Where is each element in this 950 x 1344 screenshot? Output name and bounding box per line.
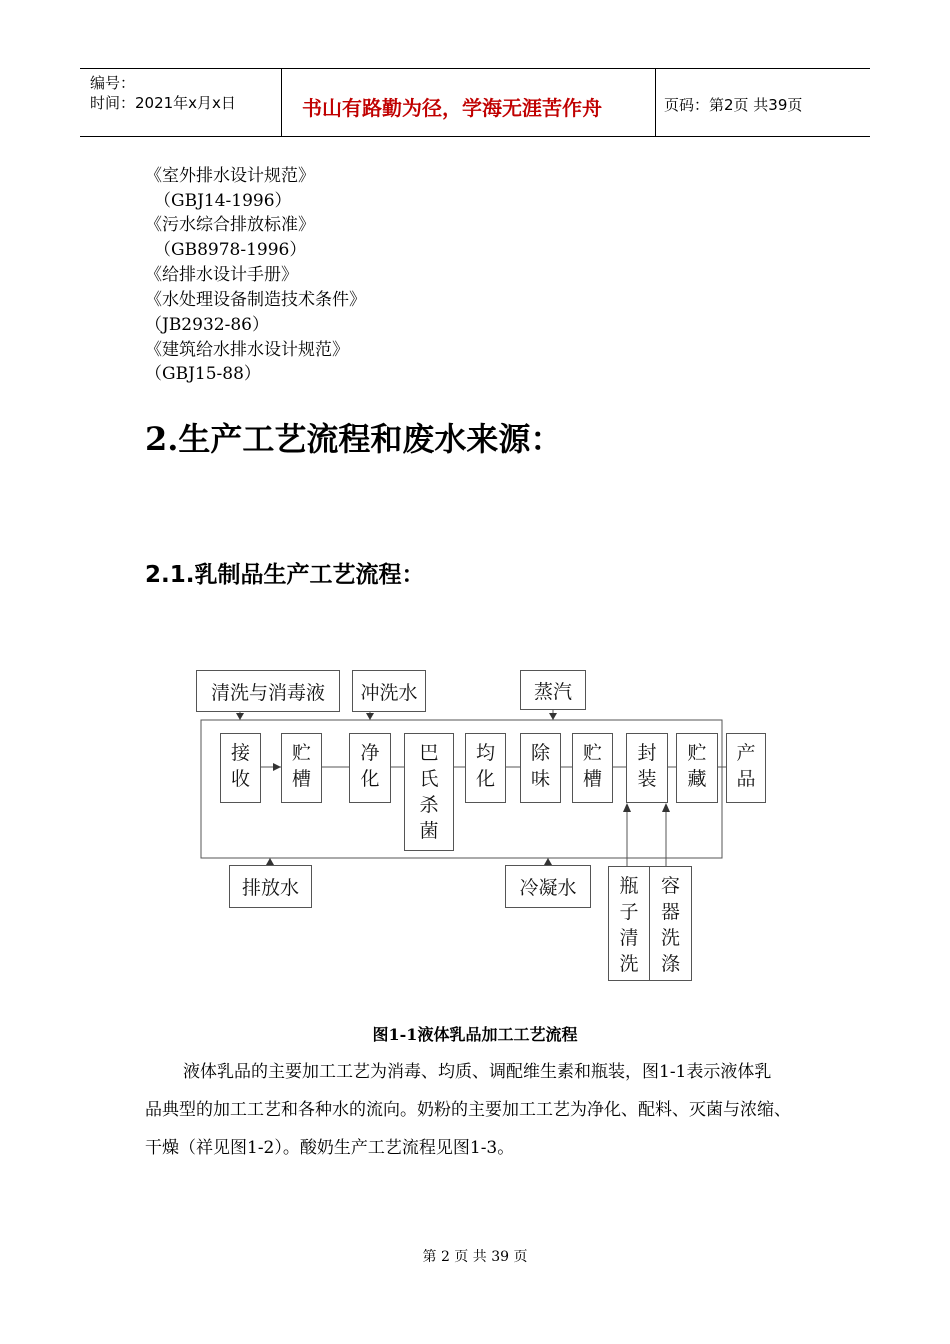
step-storage-tank: 贮槽: [281, 733, 322, 803]
paragraph-line: 液体乳品的主要加工工艺为消毒、均质、调配维生素和瓶装，图1-1表示液体乳: [183, 1062, 772, 1082]
step-store: 贮藏: [676, 733, 718, 803]
header-number-label: 编号：: [90, 74, 136, 92]
input-steam: 蒸汽: [520, 670, 586, 710]
input-container-washing: 容器洗涤: [649, 866, 692, 981]
figure-caption: 图1-1液体乳品加工工艺流程: [372, 1025, 578, 1044]
output-condensate: 冷凝水: [505, 865, 591, 908]
step-deodorize: 除味: [520, 733, 561, 803]
header-time-label: 时间：2021年x月x日: [90, 94, 236, 112]
paragraph-line: 品典型的加工工艺和各种水的流向。奶粉的主要加工工艺为净化、配料、灭菌与浓缩、: [145, 1100, 791, 1120]
step-pasteurize: 巴氏杀菌: [404, 733, 454, 851]
paragraph-line: 干燥（祥见图1-2）。酸奶生产工艺流程见图1-3。: [145, 1138, 515, 1158]
reference-item: 《给排水设计手册》: [145, 265, 298, 285]
input-rinse-water: 冲洗水: [352, 670, 426, 712]
step-purify: 净化: [349, 733, 391, 803]
input-cleaning-disinfectant: 清洗与消毒液: [196, 670, 340, 712]
reference-item: （JB2932-86）: [145, 315, 269, 335]
header-page-info: 页码：第2页 共39页: [664, 96, 803, 114]
reference-item: 《水处理设备制造技术条件》: [145, 290, 366, 310]
step-receive: 接收: [220, 733, 261, 803]
header-motto: 书山有路勤为径，学海无涯苦作舟: [302, 96, 602, 120]
step-storage-tank-2: 贮槽: [572, 733, 613, 803]
reference-item: 《污水综合排放标准》: [145, 215, 315, 235]
page-footer: 第 2 页 共 39 页: [422, 1249, 528, 1265]
subsection-title: 2.1.乳制品生产工艺流程：: [145, 562, 425, 588]
step-seal: 封装: [626, 733, 668, 803]
step-product: 产品: [726, 733, 766, 803]
reference-item: （GBJ14-1996）: [154, 191, 292, 211]
reference-item: 《建筑给水排水设计规范》: [145, 340, 349, 360]
output-discharge-water: 排放水: [229, 865, 312, 908]
reference-item: （GB8978-1996）: [154, 240, 307, 260]
input-bottle-cleaning: 瓶子清洗: [608, 866, 650, 981]
section-title: 2.生产工艺流程和废水来源：: [145, 420, 563, 458]
reference-item: （GBJ15-88）: [145, 364, 261, 384]
reference-item: 《室外排水设计规范》: [145, 166, 315, 186]
body-paragraph: [145, 1053, 865, 1167]
step-homogenize: 均化: [465, 733, 506, 803]
